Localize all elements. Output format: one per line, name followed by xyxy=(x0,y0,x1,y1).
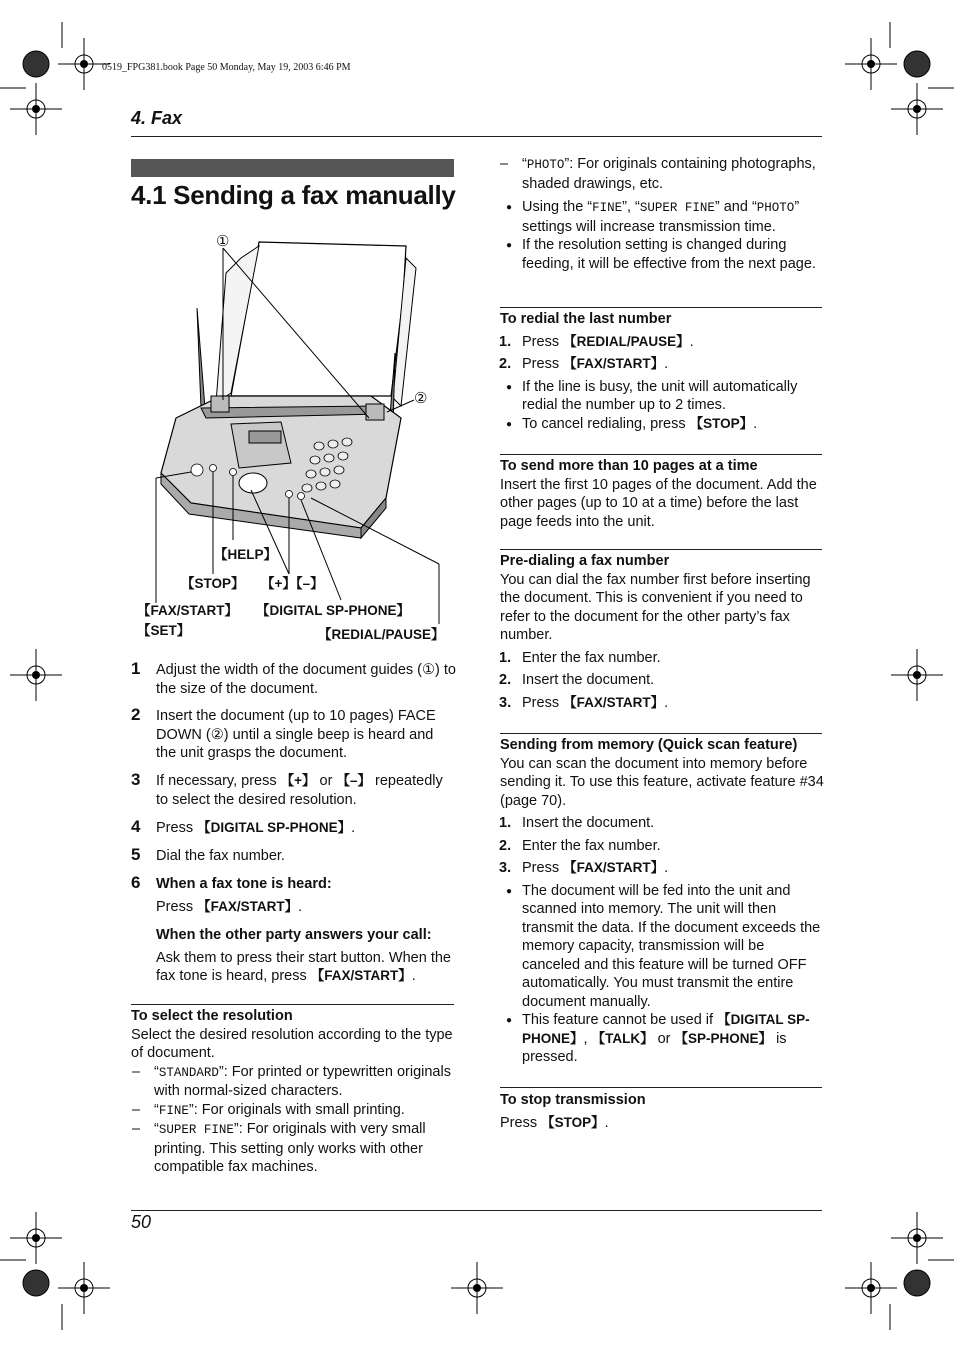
fax-start-button-label: 【FAX/START】 xyxy=(137,603,238,618)
predial-rule xyxy=(500,549,822,550)
footer-rule xyxy=(131,1210,822,1211)
section-title: 4.1 Sending a fax manually xyxy=(131,180,456,210)
redial-step-2: 2. Press 【FAX/START】. xyxy=(499,356,669,372)
digital-sp-phone-button-label: 【DIGITAL SP-PHONE】 xyxy=(256,603,411,618)
redial-section xyxy=(500,310,824,433)
step-2-number: 2 xyxy=(131,705,141,724)
memory-bullet-cannot: ● This feature cannot be used if 【DIGITAL SP-PHONE】, 【TALK】 or 【SP-PHONE】 is pressed. xyxy=(522,1011,824,1067)
predial-section xyxy=(500,552,824,712)
memory-bullet-fed: ● The document will be fed into the unit and scanned into memory. The unit will then transmit the data. If the document exceeds the memory capacity, transmission will be canceled and this feature will be turned OFF automatically. You must transmit the entire document manually. xyxy=(522,882,824,1012)
step-1-number: 1 xyxy=(131,659,141,678)
memory-text: You can scan the document into memory before sending it. To use this feature, activate feature #34 (page 70). xyxy=(500,755,824,809)
chapter-header: 4. Fax xyxy=(131,108,183,128)
step-1-text: Adjust the width of the document guides (①) to the size of the document. xyxy=(156,662,456,697)
step-4-number: 4 xyxy=(131,817,141,836)
section-bar xyxy=(131,159,454,177)
predial-text: You can dial the fax number first before inserting the document. This is convenient if you need to refer to the document for the other party’s fax number. xyxy=(500,571,811,643)
step-2-text: Insert the document (up to 10 pages) FACE DOWN (②) until a single beep is heard and the unit grasps the document. xyxy=(156,708,436,761)
stop-key: 【STOP】 xyxy=(541,1114,605,1130)
resolution-section xyxy=(131,1007,456,1177)
fax-start-key: 【FAX/START】 xyxy=(197,898,299,914)
redial-bullet-busy: ● If the line is busy, the unit will automatically redial the number up to 2 times. xyxy=(522,378,824,415)
memory-step-1: 1. Insert the document. xyxy=(499,815,655,831)
redial-heading: To redial the last number xyxy=(500,311,672,327)
header-rule xyxy=(131,136,822,137)
resolution-intro: Select the desired resolution according to the type of document. xyxy=(131,1026,453,1061)
predial-step-2: 2. Insert the document. xyxy=(499,672,655,688)
callout-2: ② xyxy=(414,390,428,407)
resolution-rule xyxy=(131,1004,454,1005)
step-6-heading-fax-tone: When a fax tone is heard: xyxy=(156,876,332,892)
step-6-other-party-text: Ask them to press their start button. When the fax tone is heard, press 【FAX/START】. xyxy=(156,949,451,984)
help-button-label: 【HELP】 xyxy=(214,547,278,562)
step-5-text: Dial the fax number. xyxy=(156,848,285,864)
predial-step-3: 3. Press 【FAX/START】. xyxy=(499,694,669,711)
step-6-number: 6 xyxy=(131,873,141,892)
fax-start-key-2: 【FAX/START】 xyxy=(310,968,412,983)
predial-step-1: 1. Enter the fax number. xyxy=(499,649,661,666)
redial-pause-button-label: 【REDIAL/PAUSE】 xyxy=(318,627,445,642)
stop-button-label: 【STOP】 xyxy=(181,576,245,591)
plus-minus-button-label: 【+】【–】 xyxy=(261,576,324,591)
redial-bullet-cancel: ● To cancel redialing, press 【STOP】. xyxy=(522,415,824,434)
resolution-continued xyxy=(522,155,824,273)
callout-1: ① xyxy=(216,233,230,250)
resolution-standard: – “STANDARD”: For printed or typewritten originals with normal-sized characters. xyxy=(154,1063,456,1101)
stop-heading: To stop transmission xyxy=(500,1092,646,1108)
step-3-number: 3 xyxy=(131,770,141,789)
stop-section xyxy=(500,1091,824,1132)
stop-text: Press 【STOP】. xyxy=(500,1114,609,1131)
step-3-text: If necessary, press 【+】 or 【–】 repeatedly to select the desired resolution. xyxy=(156,773,443,808)
redial-rule xyxy=(500,307,822,308)
more-pages-heading: To send more than 10 pages at a time xyxy=(500,458,758,474)
print-info: 0519_FPG381.book Page 50 Monday, May 19, 2003 6:46 PM xyxy=(102,62,351,73)
digital-sp-phone-key: 【DIGITAL SP-PHONE】 xyxy=(197,820,352,835)
plus-key: 【+】 xyxy=(280,773,316,788)
minus-key: 【–】 xyxy=(336,773,371,788)
more-pages-section xyxy=(500,457,824,531)
predial-heading: Pre-dialing a fax number xyxy=(500,553,670,569)
redial-step-1: 1. Press 【REDIAL/PAUSE】. xyxy=(499,333,694,350)
set-button-label: 【SET】 xyxy=(137,623,191,638)
more-pages-rule xyxy=(500,454,822,455)
resolution-fine: – “FINE”: For originals with small printing. xyxy=(154,1101,456,1121)
resolution-bullet-time: ● Using the “FINE”, “SUPER FINE” and “PHOTO” settings will increase transmission time. xyxy=(522,198,824,236)
step-4-text: Press 【DIGITAL SP-PHONE】. xyxy=(156,820,356,836)
step-6-press-fax-start: Press 【FAX/START】. xyxy=(156,898,303,915)
memory-rule xyxy=(500,733,822,734)
resolution-bullet-change: ● If the resolution setting is changed during feeding, it will be effective from the next page. xyxy=(522,236,824,273)
stop-rule xyxy=(500,1087,822,1088)
resolution-super-fine: – “SUPER FINE”: For originals with very small printing. This setting only works with other compatible fax machines. xyxy=(154,1120,456,1177)
resolution-photo: – “PHOTO”: For originals containing photographs, shaded drawings, etc. xyxy=(522,155,824,193)
step-6-heading-other-party: When the other party answers your call: xyxy=(156,927,432,943)
memory-section xyxy=(500,736,824,1067)
page-number: 50 xyxy=(131,1212,152,1232)
step-6-content xyxy=(156,875,456,986)
more-pages-text: Insert the first 10 pages of the document. Add the other pages (up to 10 at a time) before the last page feeds into the unit. xyxy=(500,476,817,530)
resolution-heading: To select the resolution xyxy=(131,1008,293,1024)
memory-step-3: 3. Press 【FAX/START】. xyxy=(499,860,669,876)
memory-heading: Sending from memory (Quick scan feature) xyxy=(500,737,798,753)
step-5-number: 5 xyxy=(131,845,141,864)
memory-step-2: 2. Enter the fax number. xyxy=(499,837,661,854)
